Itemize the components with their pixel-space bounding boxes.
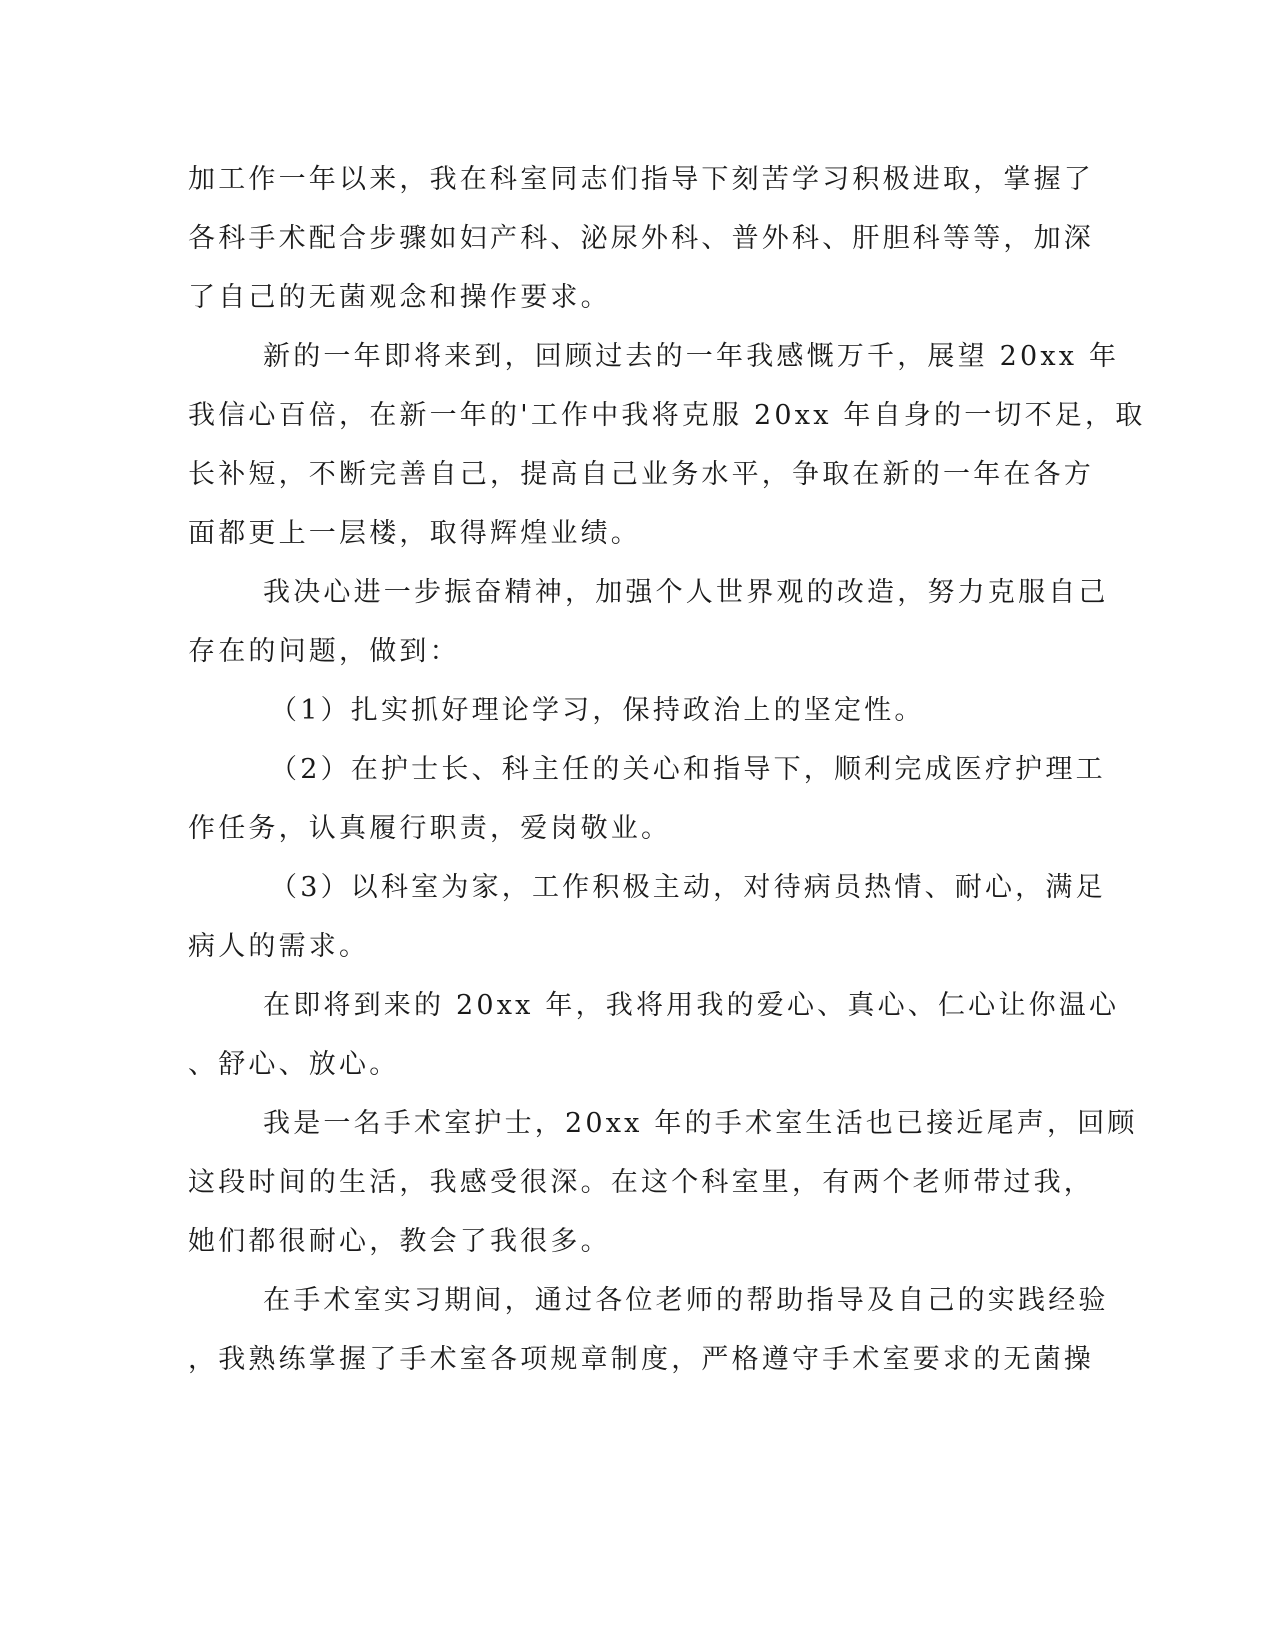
text-line: 存在的问题，做到： bbox=[188, 636, 460, 667]
paragraph-start-line: 新的一年即将来到，回顾过去的一年我感慨万千，展望 20xx 年 bbox=[263, 341, 1120, 372]
list-item-1: （1）扎实抓好理论学习，保持政治上的坚定性。 bbox=[270, 695, 925, 726]
text-line: 病人的需求。 bbox=[188, 931, 370, 962]
text-line: 我信心百倍，在新一年的'工作中我将克服 20xx 年自身的一切不足，取 bbox=[188, 400, 1146, 431]
list-item-2: （2）在护士长、科主任的关心和指导下，顺利完成医疗护理工 bbox=[270, 754, 1106, 785]
text-line: 加工作一年以来，我在科室同志们指导下刻苦学习积极进取，掌握了 bbox=[188, 164, 1094, 195]
text-line: 各科手术配合步骤如妇产科、泌尿外科、普外科、肝胆科等等，加深 bbox=[188, 223, 1094, 254]
text-line: ，我熟练掌握了手术室各项规章制度，严格遵守手术室要求的无菌操 bbox=[188, 1344, 1094, 1375]
text-line: 这段时间的生活，我感受很深。在这个科室里，有两个老师带过我， bbox=[188, 1167, 1094, 1198]
text-line: 面都更上一层楼，取得辉煌业绩。 bbox=[188, 518, 641, 549]
text-line: 了自己的无菌观念和操作要求。 bbox=[188, 282, 611, 313]
text-line: 、舒心、放心。 bbox=[188, 1049, 400, 1080]
paragraph-start-line: 在即将到来的 20xx 年，我将用我的爱心、真心、仁心让你温心 bbox=[263, 990, 1120, 1021]
list-item-3: （3）以科室为家，工作积极主动，对待病员热情、耐心，满足 bbox=[270, 872, 1106, 903]
text-line: 长补短，不断完善自己，提高自己业务水平，争取在新的一年在各方 bbox=[188, 459, 1094, 490]
text-line: 她们都很耐心，教会了我很多。 bbox=[188, 1226, 611, 1257]
paragraph-start-line: 我决心进一步振奋精神，加强个人世界观的改造，努力克服自己 bbox=[263, 577, 1109, 608]
paragraph-start-line: 在手术室实习期间，通过各位老师的帮助指导及自己的实践经验 bbox=[263, 1285, 1109, 1316]
text-line: 作任务，认真履行职责，爱岗敬业。 bbox=[188, 813, 672, 844]
paragraph-start-line: 我是一名手术室护士，20xx 年的手术室生活也已接近尾声，回顾 bbox=[263, 1108, 1138, 1139]
